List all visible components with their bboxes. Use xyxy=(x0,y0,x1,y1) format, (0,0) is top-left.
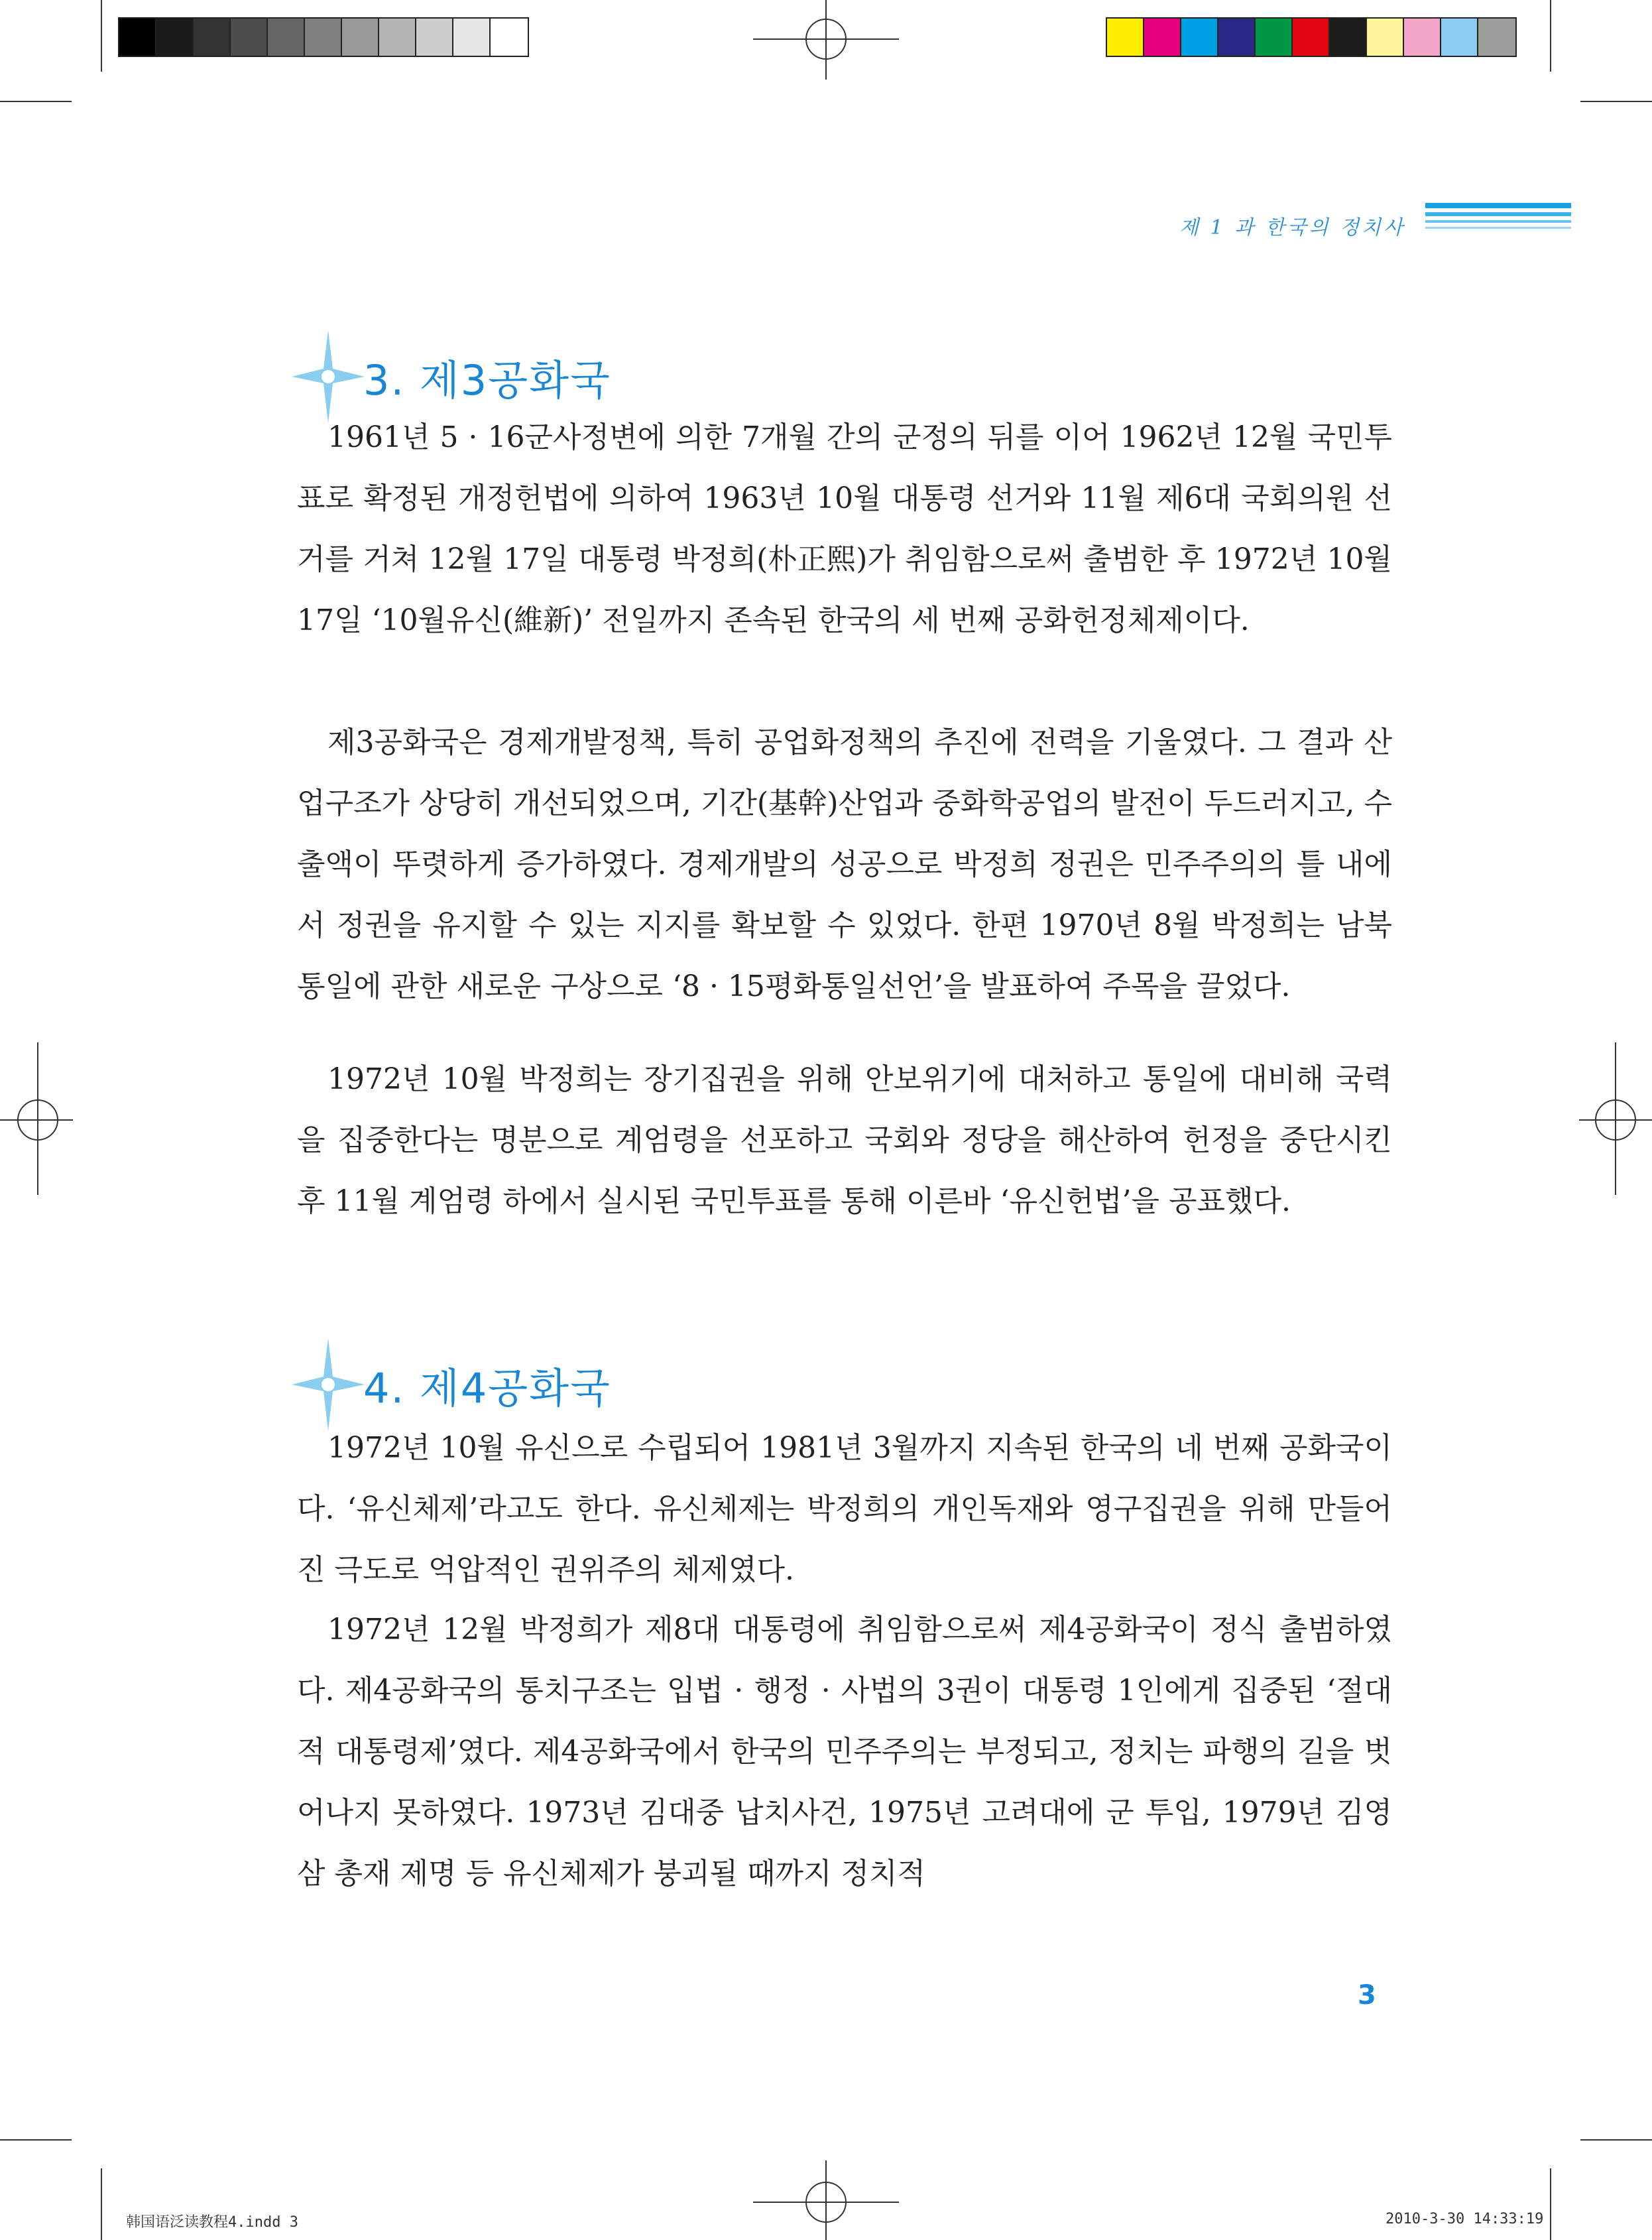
color-swatch xyxy=(1478,19,1515,56)
color-swatch xyxy=(1441,19,1478,56)
slug-filename: 韩国语泛读教程4.indd 3 xyxy=(126,2214,298,2231)
color-swatch xyxy=(416,19,453,56)
crop-mark xyxy=(1580,101,1652,102)
crop-mark xyxy=(1550,0,1551,72)
color-bar xyxy=(1106,17,1517,57)
crop-mark xyxy=(1580,2139,1652,2141)
color-swatch xyxy=(194,19,231,56)
paragraph: 1972년 10월 박정희는 장기집권을 위해 안보위기에 대처하고 통일에 대비해 국력을 집중한다는 명분으로 계엄령을 선포하고 국회와 정당을 해산하여 헌정을 중단시킨 후 11월 계엄령 하에서 실시된 국민투표를 통해 이른바 ‘유신헌법’을 공표했다. xyxy=(297,1062,1392,1218)
color-swatch xyxy=(1367,19,1404,56)
crop-mark xyxy=(101,2168,102,2240)
crop-mark xyxy=(0,101,72,102)
color-swatch xyxy=(231,19,268,56)
section-title: 3. 제3공화국 xyxy=(363,356,611,404)
color-swatch xyxy=(342,19,379,56)
color-swatch xyxy=(1144,19,1181,56)
crop-mark xyxy=(101,0,102,72)
slug-timestamp: 2010-3-30 14:33:19 xyxy=(1386,2211,1544,2227)
paragraph: 제3공화국은 경제개발정책, 특히 공업화정책의 추진에 전력을 기울였다. 그 결과 산업구조가 상당히 개선되었으며, 기간(基幹)산업과 중화학공업의 발전이 두드러지고, 수출액이 뚜렷하게 증가하였다. 경제개발의 성공으로 박정희 정권은 민주주의의 틀 내에서 정권을 유지할 수 있는 지지를 확보할 수 있었다. 한편 1970년 8월 박정희는 남북통일에 관한 새로운 구상으로 ‘8 · 15평화통일선언’을 발표하여 주목을 끌었다. xyxy=(297,725,1392,1003)
paragraph: 1972년 10월 유신으로 수립되어 1981년 3월까지 지속된 한국의 네 번째 공화국이다. ‘유신체제’라고도 한다. 유신체제는 박정희의 개인독재와 영구집권을 위해 만들어진 극도로 억압적인 권위주의 체제였다. xyxy=(297,1431,1392,1587)
color-swatch xyxy=(379,19,416,56)
color-swatch xyxy=(1404,19,1441,56)
color-swatch xyxy=(119,19,156,56)
color-swatch xyxy=(1293,19,1330,56)
sparkle-icon xyxy=(292,1338,365,1431)
paragraph: 1961년 5 · 16군사정변에 의한 7개월 간의 군정의 뒤를 이어 1962년 12월 국민투표로 확정된 개정헌법에 의하여 1963년 10월 대통령 선거와 11월 제6대 국회의원 선거를 거쳐 12월 17일 대통령 박정희(朴正熙)가 취임함으로써 출범한 후 1972년 10월 17일 ‘10월유신(維新)’ 전일까지 존속된 한국의 세 번째 공화헌정체제이다. xyxy=(297,420,1392,637)
color-swatch xyxy=(491,19,528,56)
crop-mark xyxy=(1550,2168,1551,2240)
section-title: 4. 제4공화국 xyxy=(363,1364,611,1412)
color-swatch xyxy=(453,19,491,56)
color-swatch xyxy=(1181,19,1218,56)
color-swatch xyxy=(268,19,305,56)
color-swatch xyxy=(305,19,342,56)
registration-mark xyxy=(17,1099,58,1141)
grayscale-bar xyxy=(118,17,529,57)
color-swatch xyxy=(1256,19,1293,56)
paragraph: 1972년 12월 박정희가 제8대 대통령에 취임함으로써 제4공화국이 정식 출범하였다. 제4공화국의 통치구조는 입법 · 행정 · 사법의 3권이 대통령 1인에게 집중된 ‘절대적 대통령제’였다. 제4공화국에서 한국의 민주주의는 부정되고, 정치는 파행의 길을 벗어나지 못하였다. 1973년 김대중 납치사건, 1975년 고려대에 군 투입, 1979년 김영삼 총재 제명 등 유신체제가 붕괴될 때까지 정치적 xyxy=(297,1613,1392,1891)
color-swatch xyxy=(1107,19,1144,56)
registration-mark xyxy=(805,19,847,60)
registration-mark xyxy=(1595,1099,1636,1141)
page-number: 3 xyxy=(1358,1980,1376,2011)
color-swatch xyxy=(156,19,194,56)
registration-mark xyxy=(805,2182,847,2223)
running-head: 제 1 과 한국의 정치사 xyxy=(1179,216,1405,239)
color-swatch xyxy=(1330,19,1367,56)
color-swatch xyxy=(1218,19,1256,56)
crop-mark xyxy=(0,2139,72,2141)
